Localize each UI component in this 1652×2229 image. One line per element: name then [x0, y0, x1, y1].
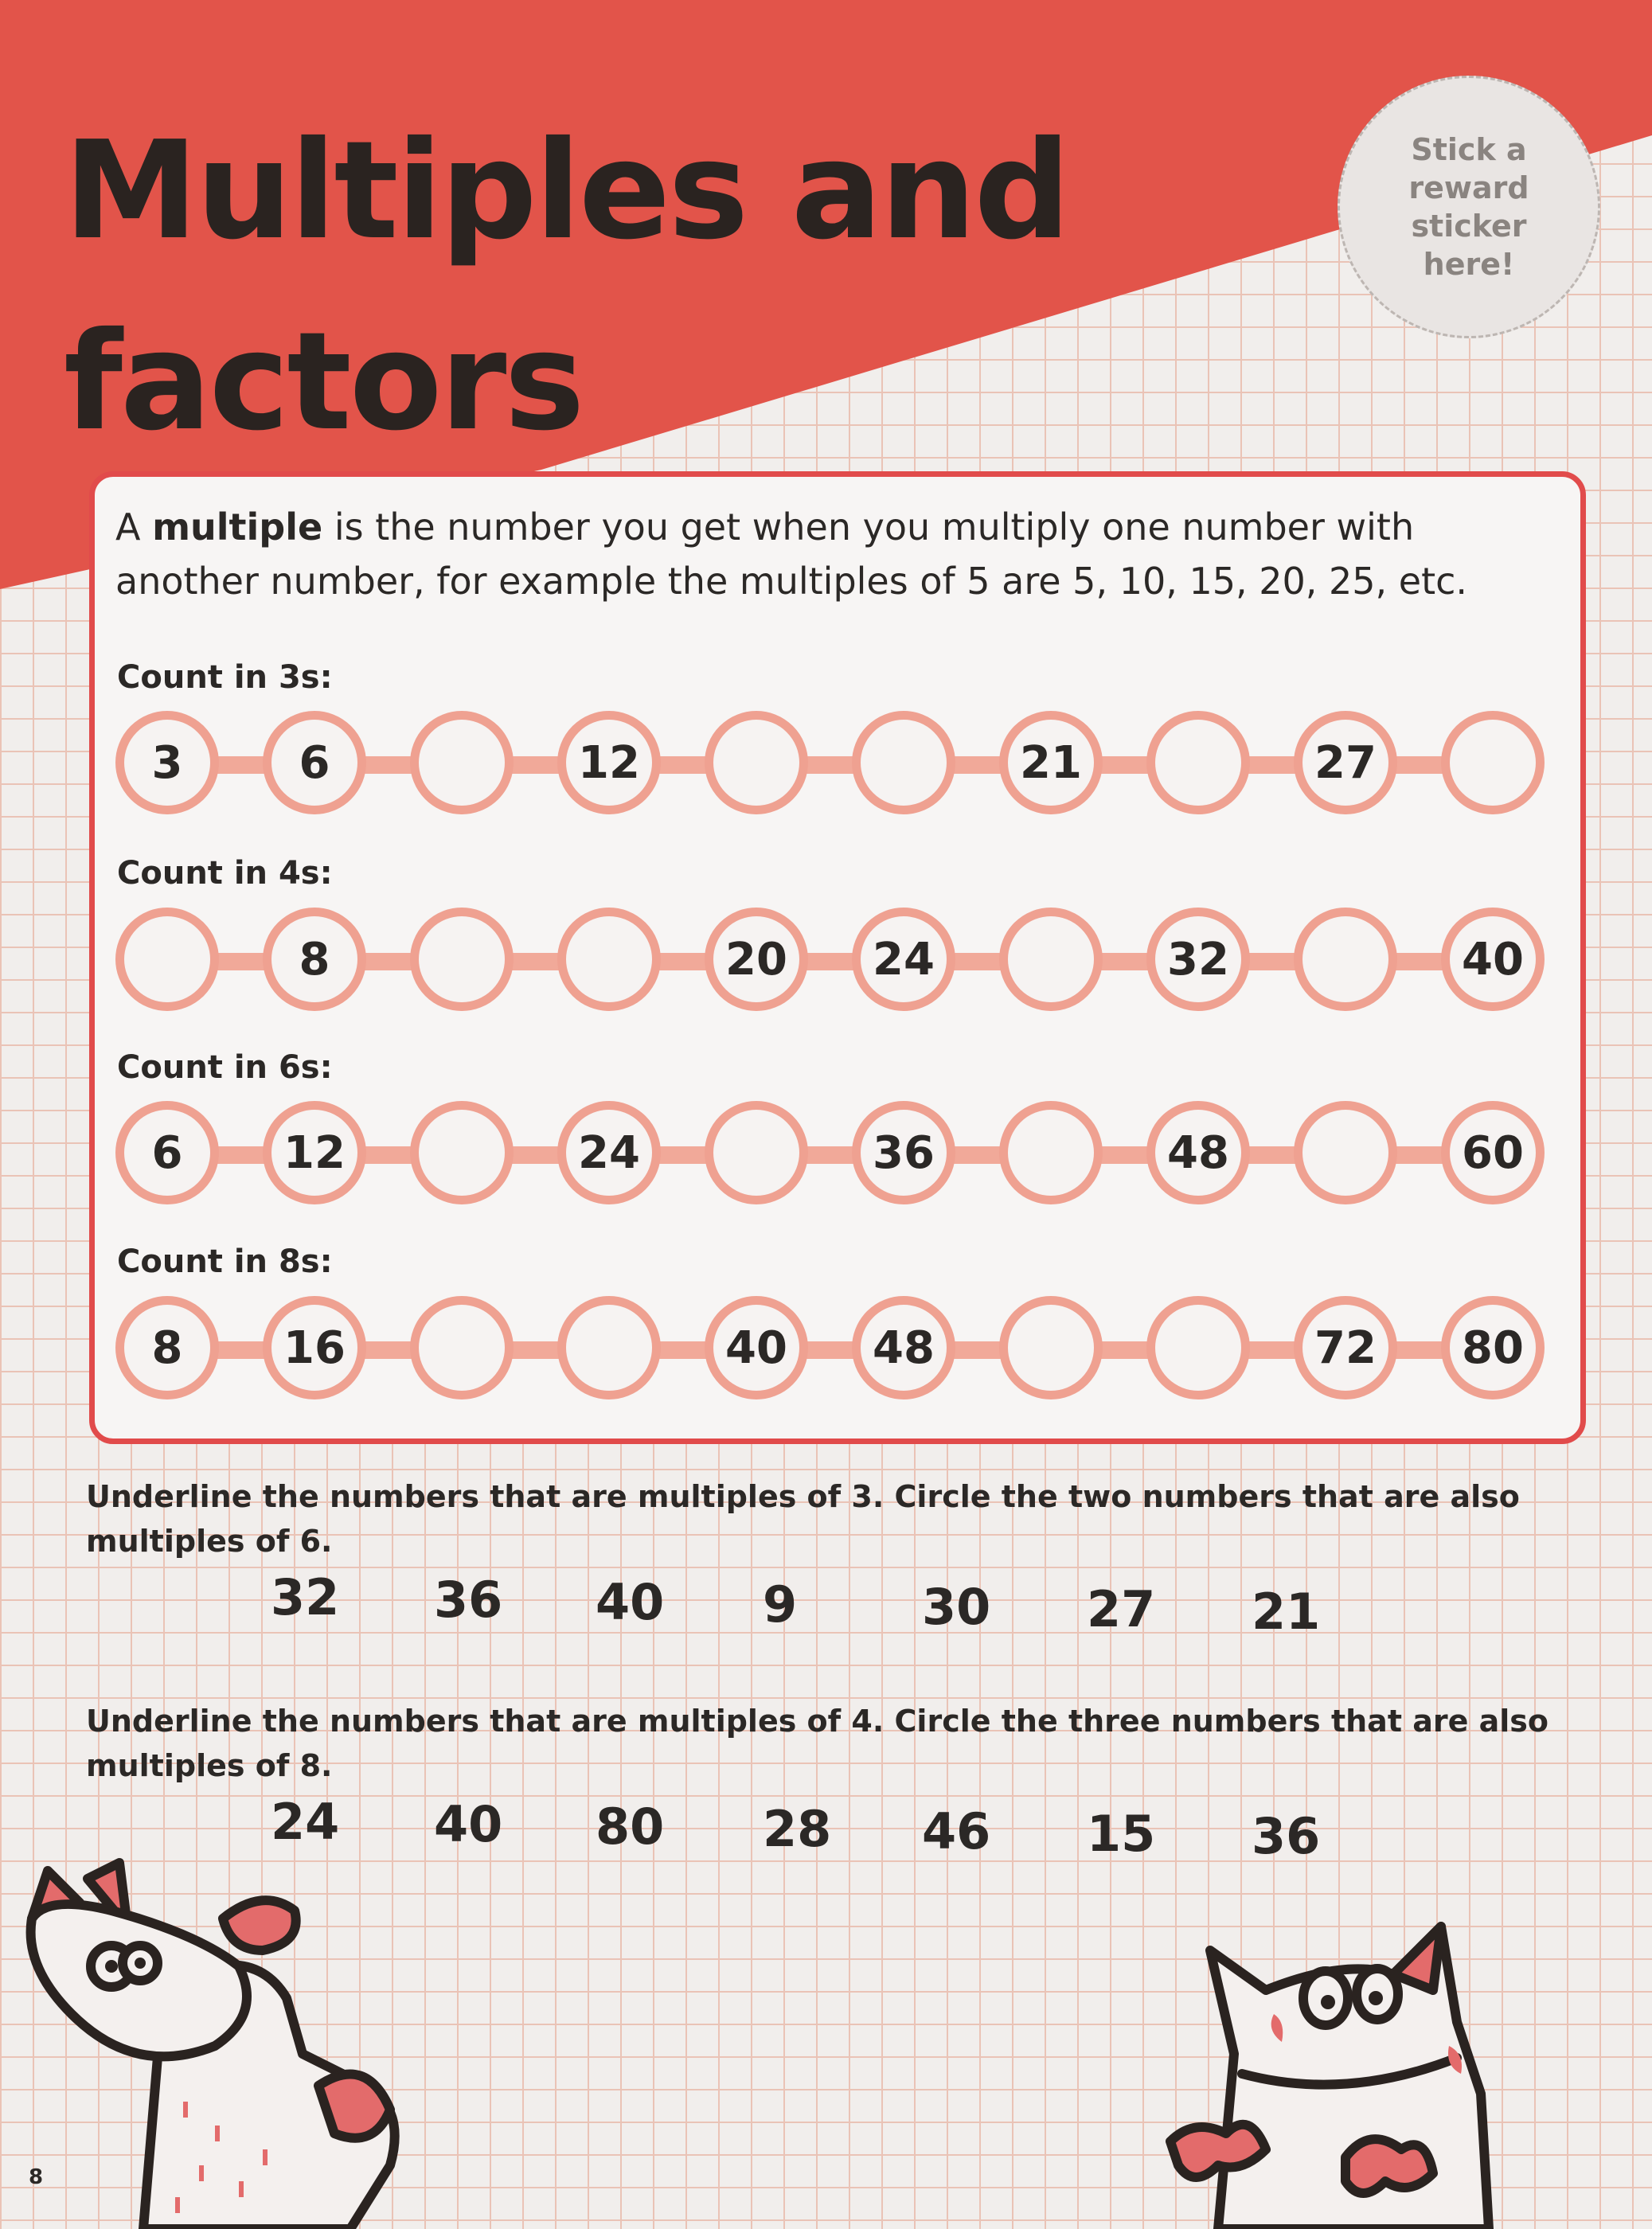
bead-chain	[115, 908, 1549, 1011]
empty-bead[interactable]	[410, 1296, 514, 1399]
count-label: Count in 4s:	[117, 855, 333, 892]
number-bead: 72	[1294, 1296, 1397, 1399]
sticker-text: Stick a reward sticker here!	[1408, 132, 1529, 282]
empty-bead[interactable]	[999, 908, 1103, 1011]
count-label: Count in 3s:	[117, 659, 333, 696]
bead-chain	[115, 1296, 1549, 1399]
intro-text	[115, 500, 1564, 608]
page-number: 8	[29, 2165, 44, 2189]
exercise-number[interactable]: 32	[271, 1568, 340, 1626]
intro-term: multiple	[152, 506, 323, 548]
number-bead: 60	[1441, 1101, 1545, 1204]
number-bead: 24	[852, 908, 955, 1011]
exercise-number[interactable]: 30	[922, 1578, 991, 1636]
intro-after: is the number you get when you multiply one number with another number, for example the multiples of 5 are 5, 10, 15, 20, 25, etc.	[115, 506, 1468, 603]
empty-bead[interactable]	[410, 1101, 514, 1204]
exercise-number[interactable]: 9	[763, 1575, 798, 1634]
empty-bead[interactable]	[1294, 908, 1397, 1011]
title-line-1: Multiples and	[64, 112, 1069, 270]
empty-bead[interactable]	[999, 1296, 1103, 1399]
dog-illustration	[0, 1847, 446, 2229]
number-bead: 3	[115, 711, 219, 814]
number-bead: 6	[115, 1101, 219, 1204]
empty-bead[interactable]	[1441, 711, 1545, 814]
exercise-number[interactable]: 15	[1087, 1805, 1156, 1863]
exercise-number[interactable]: 36	[434, 1571, 503, 1629]
number-bead: 21	[999, 711, 1103, 814]
number-bead: 8	[115, 1296, 219, 1399]
number-bead: 40	[1441, 908, 1545, 1011]
exercise-number[interactable]: 28	[763, 1800, 832, 1858]
exercise-number[interactable]: 36	[1252, 1807, 1321, 1865]
page-title	[64, 96, 1068, 478]
empty-bead[interactable]	[1146, 1296, 1250, 1399]
number-bead: 16	[263, 1296, 366, 1399]
empty-bead[interactable]	[1294, 1101, 1397, 1204]
number-bead: 12	[557, 711, 661, 814]
empty-bead[interactable]	[852, 711, 955, 814]
empty-bead[interactable]	[557, 908, 661, 1011]
number-bead: 80	[1441, 1296, 1545, 1399]
empty-bead[interactable]	[410, 908, 514, 1011]
exercise-1-numbers	[0, 1568, 1652, 1641]
empty-bead[interactable]	[705, 1101, 808, 1204]
number-bead: 12	[263, 1101, 366, 1204]
reward-sticker-spot	[1338, 76, 1600, 338]
empty-bead[interactable]	[999, 1101, 1103, 1204]
count-label: Count in 8s:	[117, 1243, 333, 1280]
number-bead: 48	[1146, 1101, 1250, 1204]
empty-bead[interactable]	[115, 908, 219, 1011]
count-label: Count in 6s:	[117, 1049, 333, 1086]
number-bead: 27	[1294, 711, 1397, 814]
cat-illustration	[1146, 1895, 1560, 2229]
number-bead: 48	[852, 1296, 955, 1399]
number-bead: 40	[705, 1296, 808, 1399]
exercise-number[interactable]: 24	[271, 1793, 340, 1851]
exercise-number[interactable]: 21	[1252, 1583, 1321, 1641]
exercise-number[interactable]: 27	[1087, 1580, 1156, 1638]
bead-chain	[115, 1101, 1549, 1204]
empty-bead[interactable]	[410, 711, 514, 814]
exercise-number[interactable]: 40	[434, 1795, 503, 1853]
title-line-2: factors	[64, 303, 583, 461]
number-bead: 8	[263, 908, 366, 1011]
exercise-1-instruction: Underline the numbers that are multiples of 3. Circle the two numbers that are also multiples of 6.	[86, 1479, 1520, 1559]
exercise-number[interactable]: 40	[596, 1573, 665, 1631]
empty-bead[interactable]	[1146, 711, 1250, 814]
exercise-2-instruction: Underline the numbers that are multiples of 4. Circle the three numbers that are also multiples of 8.	[86, 1704, 1549, 1783]
bead-chain	[115, 711, 1549, 814]
intro-before: A	[115, 506, 153, 548]
number-bead: 20	[705, 908, 808, 1011]
empty-bead[interactable]	[557, 1296, 661, 1399]
exercise-number[interactable]: 46	[922, 1802, 991, 1860]
number-bead: 32	[1146, 908, 1250, 1011]
empty-bead[interactable]	[705, 711, 808, 814]
number-bead: 24	[557, 1101, 661, 1204]
exercise-number[interactable]: 80	[596, 1798, 665, 1856]
number-bead: 6	[263, 711, 366, 814]
number-bead: 36	[852, 1101, 955, 1204]
